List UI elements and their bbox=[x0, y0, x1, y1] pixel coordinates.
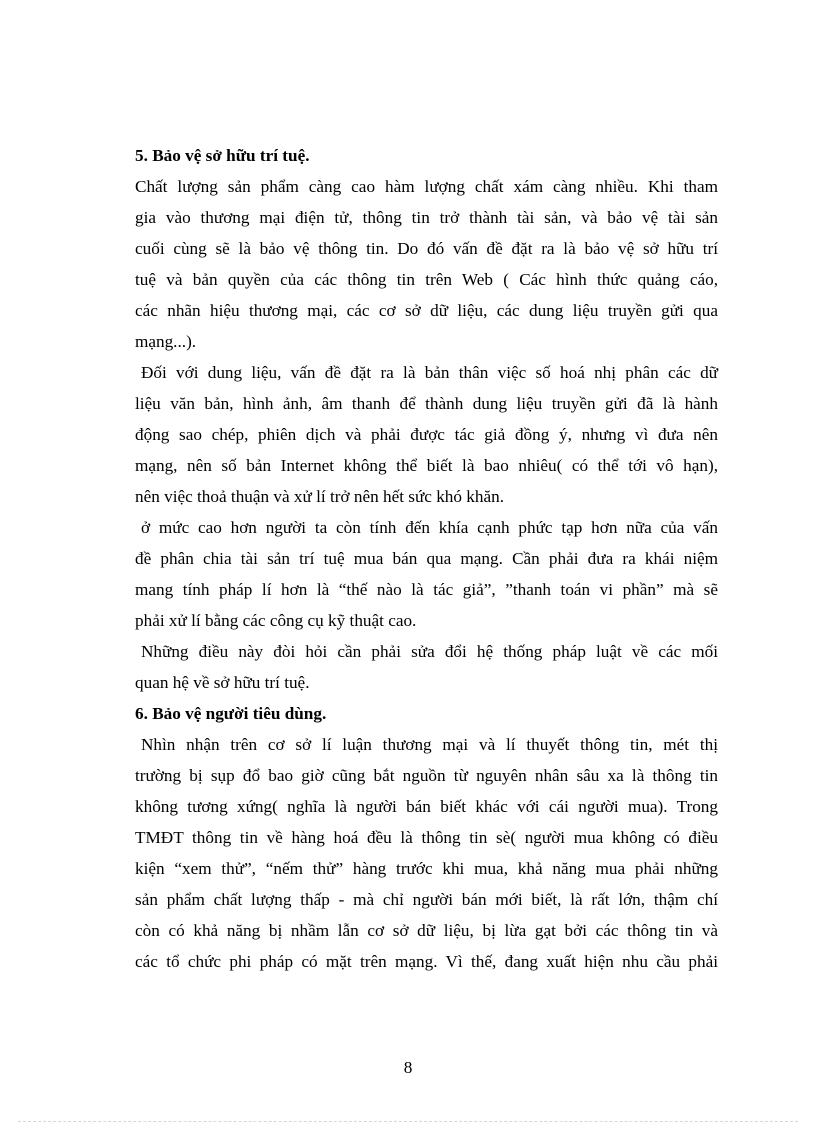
text-line: còn có khả năng bị nhầm lẫn cơ sở dữ liệu, bị lừa gạt bởi các thông tin và bbox=[135, 921, 718, 940]
text-line: Chất lượng sản phẩm càng cao hàm lượng chất xám càng nhiều. Khi tham bbox=[135, 177, 718, 196]
text-line: đề phân chia tài sản trí tuệ mua bán qua mạng. Cần phải đưa ra khái niệm bbox=[135, 549, 718, 568]
text-line: không tương xứng( nghĩa là người bán biết khác với cái người mua). Trong bbox=[135, 797, 718, 816]
text-line: cuối cùng sẽ là bảo vệ thông tin. Do đó vấn đề đặt ra là bảo vệ sở hữu trí bbox=[135, 239, 718, 258]
text-line: liệu văn bản, hình ảnh, âm thanh để thành dung liệu truyền gửi đã là hành bbox=[135, 394, 718, 413]
text-line: phải xử lí bằng các công cụ kỹ thuật cao. bbox=[135, 611, 417, 630]
page-number: 8 bbox=[403, 1058, 413, 1077]
page-bottom-divider bbox=[18, 1121, 798, 1122]
text-line: Những điều này đòi hỏi cần phải sửa đổi hệ thống pháp luật về các mối bbox=[141, 642, 718, 661]
paragraph bbox=[135, 729, 718, 977]
section-heading: 6. Bảo vệ người tiêu dùng. bbox=[135, 704, 327, 723]
text-line: tuệ và bản quyền của các thông tin trên Web ( Các hình thức quảng cáo, bbox=[135, 270, 718, 289]
text-line: Đối với dung liệu, vấn đề đặt ra là bản thân việc số hoá nhị phân các dữ bbox=[141, 363, 718, 382]
text-line: quan hệ về sở hữu trí tuệ. bbox=[135, 673, 310, 692]
text-line: mạng...). bbox=[135, 332, 197, 351]
text-line: sản phẩm chất lượng thấp - mà chỉ người bán mới biết, là rất lớn, thậm chí bbox=[135, 890, 718, 909]
text-line: các nhãn hiệu thương mại, các cơ sở dữ liệu, các dung liệu truyền gửi qua bbox=[135, 301, 718, 320]
text-line: nên việc thoả thuận và xử lí trở nên hết sức khó khăn. bbox=[135, 487, 504, 506]
paragraph bbox=[135, 512, 718, 636]
paragraph bbox=[135, 636, 718, 698]
text-line: Nhìn nhận trên cơ sở lí luận thương mại và lí thuyết thông tin, mét thị bbox=[141, 735, 718, 754]
section-heading: 5. Bảo vệ sở hữu trí tuệ. bbox=[135, 146, 310, 165]
text-line: ở mức cao hơn người ta còn tính đến khía cạnh phức tạp hơn nữa của vấn bbox=[141, 518, 718, 537]
paragraph bbox=[135, 171, 718, 357]
text-line: trường bị sụp đổ bao giờ cũng bắt nguồn từ nguyên nhân sâu xa là thông tin bbox=[135, 766, 718, 785]
document-body bbox=[135, 140, 718, 977]
text-line: kiện “xem thử”, “nếm thử” hàng trước khi mua, khả năng mua phải những bbox=[135, 859, 718, 878]
text-line: các tổ chức phi pháp có mặt trên mạng. Vì thế, đang xuất hiện nhu cầu phải bbox=[135, 952, 718, 971]
paragraph bbox=[135, 357, 718, 512]
text-line: động sao chép, phiên dịch và phải được tác giả đồng ý, nhưng vì đưa nên bbox=[135, 425, 718, 444]
text-line: TMĐT thông tin về hàng hoá đều là thông tin sè( người mua không có điều bbox=[135, 828, 718, 847]
text-line: mạng, nên số bản Internet không thể biết là bao nhiêu( có thể tới vô hạn), bbox=[135, 456, 718, 475]
text-line: gia vào thương mại điện tử, thông tin trở thành tài sản, và bảo vệ tài sản bbox=[135, 208, 718, 227]
text-line: mang tính pháp lí hơn là “thế nào là tác giả”, ”thanh toán vi phần” mà sẽ bbox=[135, 580, 718, 599]
